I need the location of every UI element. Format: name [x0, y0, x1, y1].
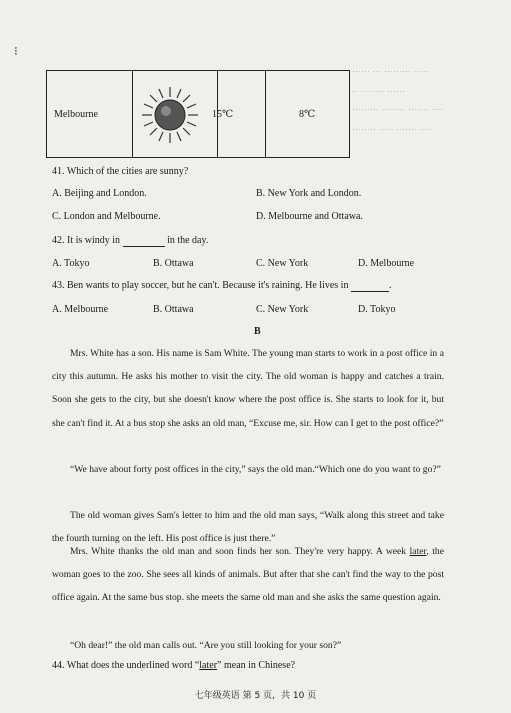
answer-blank [351, 280, 389, 292]
q44-stem-end: ” mean in Chinese? [217, 660, 296, 671]
q43-stem-end: . [388, 280, 392, 291]
q43-option-c: C. New York [256, 304, 309, 315]
table-temp-right: 8℃ [299, 109, 316, 120]
q44-underlined-word: later [199, 660, 218, 671]
q41-option-b: B. New York and London. [256, 188, 362, 199]
q43-option-b: B. Ottawa [153, 304, 194, 315]
passage-paragraph-2: “We have about forty post offices in the city,” says the old man.“Which one do you want to go?” [70, 464, 441, 475]
question-42 [52, 235, 208, 247]
bleed-through-text: ········· ········ ······· ···· [352, 104, 444, 114]
answer-blank [123, 235, 165, 247]
bleed-through-text: ········ ····· ······· ···· [352, 124, 432, 134]
bleed-through-text: ······ ··· ········· ····· [352, 66, 429, 76]
q43-stem-start: 43. Ben wants to play soccer, but he can't. Because it's raining. He lives in [52, 280, 349, 291]
question-41: 41. Which of the cities are sunny? [52, 166, 189, 177]
table-temp-left: 15℃ [212, 109, 234, 120]
paragraph-4-start: Mrs. White thanks the old man and soon finds her son. They're very happy. A week [70, 546, 410, 557]
underlined-word-later: later [409, 546, 427, 557]
weather-table [46, 70, 350, 158]
sun-icon [140, 85, 200, 145]
paragraph-4-end: , the woman goes to the zoo. She sees all kinds of animals. But after that she can't find the way to the post office again. At the same bus stop. she meets the same old man and she asks the same question again. [52, 546, 444, 604]
passage-paragraph-3: The old woman gives Sam's letter to him and the old man says, “Walk along this street and take the fourth turning on the left. His post office is just there.” [52, 510, 444, 545]
q44-stem-start: 44. What does the underlined word “ [52, 660, 200, 671]
passage-paragraph-1: Mrs. White has a son. His name is Sam White. The young man starts to work in a post office in a city this autumn. He asks his mother to visit the city. The old woman is happy and catches a train. Soon she gets to the city, but she doesn't know where the post office is. She starts to look for it, but she can't find it. At a bus stop she asks an old man, “Excuse me, sir. How can I get to the post office?” [52, 348, 444, 429]
question-44 [52, 660, 295, 671]
question-43 [52, 280, 391, 292]
passage-paragraph-4 [52, 540, 444, 610]
q42-stem-start: 42. It is windy in [52, 235, 121, 246]
q41-option-d: D. Melbourne and Ottawa. [256, 211, 363, 222]
binding-mark: ⁝ [14, 44, 18, 58]
bleed-through-text: ·· ········ ······ [352, 86, 405, 96]
q43-option-a: A. Melbourne [52, 304, 109, 315]
table-divider [265, 71, 266, 157]
table-city: Melbourne [54, 109, 98, 120]
passage-paragraph-5: “Oh dear!” the old man calls out. “Are you still looking for your son?” [70, 640, 342, 651]
q43-option-d: D. Tokyo [358, 304, 396, 315]
page-footer: 七年级英语 第 5 页，共 10 页 [194, 691, 317, 701]
q42-option-a: A. Tokyo [52, 258, 90, 269]
section-heading-b: B [254, 326, 261, 337]
q41-option-c: C. London and Melbourne. [52, 211, 161, 222]
q42-option-d: D. Melbourne [358, 258, 415, 269]
q42-option-c: C. New York [256, 258, 309, 269]
q42-stem-end: in the day. [167, 235, 209, 246]
q42-option-b: B. Ottawa [153, 258, 194, 269]
q41-option-a: A. Beijing and London. [52, 188, 147, 199]
table-divider [132, 71, 133, 157]
